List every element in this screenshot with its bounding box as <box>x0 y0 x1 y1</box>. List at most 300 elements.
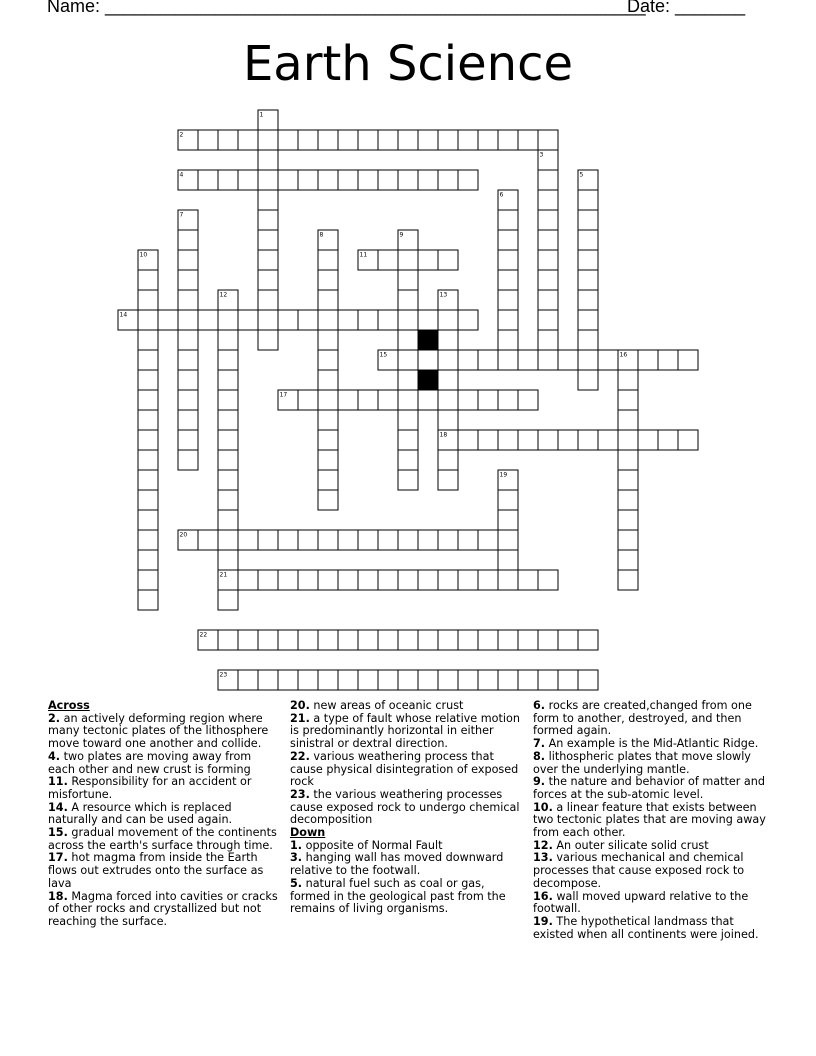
grid-cell[interactable] <box>138 290 158 310</box>
grid-cell[interactable] <box>398 670 418 690</box>
grid-cell[interactable] <box>198 530 218 550</box>
grid-cell[interactable] <box>318 290 338 310</box>
grid-cell[interactable] <box>178 390 198 410</box>
cell-number: 14 <box>119 311 128 319</box>
grid-cell[interactable] <box>438 470 458 490</box>
grid-cell[interactable] <box>478 530 498 550</box>
grid-cell[interactable] <box>138 270 158 290</box>
grid-cell[interactable] <box>238 130 258 150</box>
grid-cell[interactable] <box>218 310 238 330</box>
grid-cell[interactable] <box>678 430 698 450</box>
grid-cell[interactable] <box>318 570 338 590</box>
grid-cell[interactable] <box>138 430 158 450</box>
grid-cell[interactable] <box>378 630 398 650</box>
grid-cell[interactable] <box>558 350 578 370</box>
grid-cell[interactable] <box>178 250 198 270</box>
grid-cell[interactable] <box>398 170 418 190</box>
grid-cell[interactable] <box>398 630 418 650</box>
grid-cell[interactable] <box>218 430 238 450</box>
grid-cell[interactable] <box>578 250 598 270</box>
grid-cell[interactable] <box>258 130 278 150</box>
grid-cell[interactable] <box>158 310 178 330</box>
grid-cell[interactable] <box>318 450 338 470</box>
grid-cell[interactable] <box>418 350 438 370</box>
date-field[interactable]: Date: _______ <box>627 0 746 16</box>
grid-cell[interactable] <box>178 370 198 390</box>
grid-cell[interactable] <box>498 350 518 370</box>
grid-cell[interactable] <box>578 670 598 690</box>
grid-cell[interactable] <box>258 630 278 650</box>
grid-cell[interactable] <box>398 410 418 430</box>
grid-cell[interactable] <box>598 430 618 450</box>
grid-cell[interactable] <box>498 210 518 230</box>
grid-cell[interactable] <box>458 630 478 650</box>
grid-cell[interactable] <box>478 430 498 450</box>
grid-cell[interactable] <box>218 410 238 430</box>
grid-cell[interactable] <box>538 210 558 230</box>
grid-cell[interactable] <box>318 250 338 270</box>
grid-cell[interactable] <box>138 310 158 330</box>
grid-cell[interactable] <box>398 330 418 350</box>
grid-cell[interactable] <box>538 270 558 290</box>
grid-cell[interactable] <box>438 310 458 330</box>
grid-cell[interactable] <box>318 310 338 330</box>
grid-cell[interactable] <box>278 170 298 190</box>
clue-text: the various weathering processes cause exposed rock to undergo chemical decomposition <box>290 787 520 827</box>
clue-item <box>533 802 773 840</box>
grid-cell[interactable] <box>398 310 418 330</box>
grid-cell[interactable] <box>618 470 638 490</box>
grid-cell[interactable] <box>658 350 678 370</box>
grid-cell[interactable] <box>218 130 238 150</box>
clue-item <box>48 802 278 827</box>
grid-cell[interactable] <box>218 170 238 190</box>
clue-text: Magma forced into cavities or cracks of other rocks and crystallized but not reaching the surface. <box>48 889 278 928</box>
grid-cell[interactable] <box>618 530 638 550</box>
grid-cell[interactable] <box>538 130 558 150</box>
grid-cell[interactable] <box>218 330 238 350</box>
grid-cell[interactable] <box>518 130 538 150</box>
grid-cell[interactable] <box>378 530 398 550</box>
grid-cell[interactable] <box>438 250 458 270</box>
grid-cell[interactable] <box>318 390 338 410</box>
grid-cell[interactable] <box>618 570 638 590</box>
grid-cell[interactable] <box>378 170 398 190</box>
grid-cell[interactable] <box>218 590 238 610</box>
grid-cell[interactable] <box>138 510 158 530</box>
grid-cell[interactable] <box>538 430 558 450</box>
grid-cell[interactable] <box>438 390 458 410</box>
grid-cell[interactable] <box>298 130 318 150</box>
grid-cell[interactable] <box>438 670 458 690</box>
grid-cell[interactable] <box>498 290 518 310</box>
grid-cell[interactable] <box>578 230 598 250</box>
grid-cell[interactable] <box>138 530 158 550</box>
grid-cell[interactable] <box>258 310 278 330</box>
grid-cell[interactable] <box>418 170 438 190</box>
grid-cell[interactable] <box>238 570 258 590</box>
grid-cell[interactable] <box>258 150 278 170</box>
grid-cell[interactable] <box>338 670 358 690</box>
grid-cell[interactable] <box>398 370 418 390</box>
grid-cell[interactable] <box>218 470 238 490</box>
grid-cell[interactable] <box>498 510 518 530</box>
grid-cell[interactable] <box>498 430 518 450</box>
clue-item <box>48 891 278 929</box>
grid-cell[interactable] <box>478 570 498 590</box>
grid-cell[interactable] <box>498 270 518 290</box>
grid-cell[interactable] <box>638 350 658 370</box>
grid-cell[interactable] <box>178 410 198 430</box>
grid-cell[interactable] <box>378 570 398 590</box>
grid-cell[interactable] <box>298 530 318 550</box>
grid-cell[interactable] <box>458 310 478 330</box>
grid-cell[interactable] <box>598 350 618 370</box>
grid-cell[interactable] <box>498 330 518 350</box>
grid-cell[interactable] <box>378 310 398 330</box>
grid-cell[interactable] <box>318 470 338 490</box>
clue-number: 22. <box>290 749 310 763</box>
grid-cell[interactable] <box>438 370 458 390</box>
grid-cell[interactable] <box>218 630 238 650</box>
grid-cell[interactable] <box>618 550 638 570</box>
grid-cell[interactable] <box>458 350 478 370</box>
grid-cell[interactable] <box>398 290 418 310</box>
grid-cell[interactable] <box>138 410 158 430</box>
grid-cell[interactable] <box>538 630 558 650</box>
grid-cell[interactable] <box>498 230 518 250</box>
grid-cell[interactable] <box>238 530 258 550</box>
grid-cell[interactable] <box>558 670 578 690</box>
grid-cell[interactable] <box>338 170 358 190</box>
grid-cell[interactable] <box>578 350 598 370</box>
page-title: Earth Science <box>242 36 574 92</box>
grid-cell[interactable] <box>558 630 578 650</box>
grid-cell[interactable] <box>618 450 638 470</box>
grid-cell[interactable] <box>278 570 298 590</box>
grid-cell[interactable] <box>198 170 218 190</box>
clue-text: A resource which is replaced naturally and can be used again. <box>48 800 233 827</box>
grid-cell[interactable] <box>498 390 518 410</box>
grid-cell[interactable] <box>478 130 498 150</box>
grid-cell[interactable] <box>618 410 638 430</box>
grid-cell[interactable] <box>138 350 158 370</box>
grid-cell[interactable] <box>498 530 518 550</box>
grid-cell[interactable] <box>418 530 438 550</box>
grid-cell[interactable] <box>478 350 498 370</box>
grid-cell[interactable] <box>678 350 698 370</box>
grid-cell[interactable] <box>138 370 158 390</box>
grid-cell[interactable] <box>538 170 558 190</box>
grid-cell[interactable] <box>458 170 478 190</box>
grid-cell[interactable] <box>338 310 358 330</box>
grid-cell[interactable] <box>318 370 338 390</box>
grid-cell[interactable] <box>278 670 298 690</box>
grid-cell[interactable] <box>418 570 438 590</box>
grid-cell[interactable] <box>418 670 438 690</box>
clue-number: 4. <box>48 749 61 763</box>
grid-cell[interactable] <box>378 130 398 150</box>
grid-cell[interactable] <box>138 490 158 510</box>
grid-cell[interactable] <box>458 530 478 550</box>
grid-cell[interactable] <box>178 230 198 250</box>
grid-cell[interactable] <box>258 190 278 210</box>
grid-cell[interactable] <box>518 430 538 450</box>
grid-cell[interactable] <box>478 630 498 650</box>
grid-cell[interactable] <box>578 430 598 450</box>
grid-cell[interactable] <box>358 630 378 650</box>
grid-cell[interactable] <box>278 530 298 550</box>
cell-number: 6 <box>499 191 504 199</box>
grid-cell[interactable] <box>578 270 598 290</box>
grid-cell[interactable] <box>418 250 438 270</box>
grid-cell[interactable] <box>438 570 458 590</box>
grid-cell[interactable] <box>478 670 498 690</box>
grid-cell[interactable] <box>398 530 418 550</box>
grid-cell[interactable] <box>218 530 238 550</box>
grid-cell[interactable] <box>318 410 338 430</box>
grid-cell[interactable] <box>278 630 298 650</box>
grid-cell[interactable] <box>278 310 298 330</box>
grid-cell[interactable] <box>238 170 258 190</box>
grid-cell[interactable] <box>638 430 658 450</box>
grid-cell[interactable] <box>358 670 378 690</box>
cell-number: 15 <box>379 351 388 359</box>
grid-cell[interactable] <box>178 270 198 290</box>
grid-cell[interactable] <box>458 130 478 150</box>
grid-cell[interactable] <box>398 430 418 450</box>
grid-cell[interactable] <box>498 550 518 570</box>
grid-cell[interactable] <box>138 450 158 470</box>
grid-cell[interactable] <box>398 470 418 490</box>
grid-cell[interactable] <box>178 350 198 370</box>
grid-cell[interactable] <box>258 330 278 350</box>
grid-cell[interactable] <box>518 630 538 650</box>
grid-cell[interactable] <box>458 430 478 450</box>
clue-text: An outer silicate solid crust <box>556 838 709 852</box>
grid-cell[interactable] <box>358 570 378 590</box>
grid-cell[interactable] <box>618 370 638 390</box>
grid-cell[interactable] <box>198 130 218 150</box>
grid-cell[interactable] <box>538 570 558 590</box>
grid-cell[interactable] <box>138 390 158 410</box>
grid-cell[interactable] <box>398 570 418 590</box>
grid-cell[interactable] <box>538 290 558 310</box>
grid-cell[interactable] <box>398 450 418 470</box>
grid-cell[interactable] <box>218 370 238 390</box>
cell-number: 5 <box>579 171 584 179</box>
grid-cell[interactable] <box>138 470 158 490</box>
clue-number: 10. <box>533 800 553 814</box>
grid-cell[interactable] <box>658 430 678 450</box>
grid-cell[interactable] <box>578 290 598 310</box>
grid-cell[interactable] <box>258 570 278 590</box>
grid-cell[interactable] <box>578 630 598 650</box>
grid-cell[interactable] <box>338 530 358 550</box>
grid-cell[interactable] <box>438 410 458 430</box>
grid-cell[interactable] <box>438 170 458 190</box>
grid-cell[interactable] <box>418 390 438 410</box>
grid-cell[interactable] <box>178 450 198 470</box>
grid-cell[interactable] <box>498 630 518 650</box>
grid-cell[interactable] <box>338 130 358 150</box>
grid-cell[interactable] <box>378 390 398 410</box>
across-heading: Across <box>48 699 90 712</box>
grid-cell[interactable] <box>418 130 438 150</box>
grid-cell[interactable] <box>538 250 558 270</box>
grid-cell[interactable] <box>298 390 318 410</box>
clue-text: various mechanical and chemical processes that cause exposed rock to decompose. <box>533 851 745 890</box>
grid-cell[interactable] <box>258 530 278 550</box>
grid-cell[interactable] <box>378 250 398 270</box>
grid-cell[interactable] <box>418 310 438 330</box>
name-field[interactable]: Name: ______________________________________________________ <box>47 0 646 16</box>
grid-cell[interactable] <box>398 350 418 370</box>
grid-cell[interactable] <box>238 630 258 650</box>
grid-cell[interactable] <box>578 310 598 330</box>
grid-cell[interactable] <box>218 350 238 370</box>
grid-cell[interactable] <box>398 250 418 270</box>
grid-cell[interactable] <box>398 130 418 150</box>
grid-cell[interactable] <box>518 390 538 410</box>
grid-cell[interactable] <box>498 130 518 150</box>
clue-text: An example is the Mid-Atlantic Ridge. <box>548 737 759 751</box>
black-cell <box>418 330 438 350</box>
grid-cell[interactable] <box>298 570 318 590</box>
grid-cell[interactable] <box>398 390 418 410</box>
clue-item <box>290 751 526 789</box>
grid-cell[interactable] <box>538 350 558 370</box>
grid-cell[interactable] <box>438 530 458 550</box>
grid-cell[interactable] <box>578 190 598 210</box>
grid-cell[interactable] <box>438 630 458 650</box>
clue-item <box>48 852 278 890</box>
grid-cell[interactable] <box>258 670 278 690</box>
grid-cell[interactable] <box>358 170 378 190</box>
grid-cell[interactable] <box>338 390 358 410</box>
grid-cell[interactable] <box>298 170 318 190</box>
grid-cell[interactable] <box>218 510 238 530</box>
grid-cell[interactable] <box>318 130 338 150</box>
grid-cell[interactable] <box>338 570 358 590</box>
grid-cell[interactable] <box>538 310 558 330</box>
grid-cell[interactable] <box>518 350 538 370</box>
grid-cell[interactable] <box>318 430 338 450</box>
grid-cell[interactable] <box>498 490 518 510</box>
grid-cell[interactable] <box>498 670 518 690</box>
grid-cell[interactable] <box>198 310 218 330</box>
grid-cell[interactable] <box>178 310 198 330</box>
grid-cell[interactable] <box>518 670 538 690</box>
grid-cell[interactable] <box>258 210 278 230</box>
grid-cell[interactable] <box>258 170 278 190</box>
grid-cell[interactable] <box>538 670 558 690</box>
grid-cell[interactable] <box>318 170 338 190</box>
grid-cell[interactable] <box>358 390 378 410</box>
grid-cell[interactable] <box>458 570 478 590</box>
grid-cell[interactable] <box>318 350 338 370</box>
grid-cell[interactable] <box>178 430 198 450</box>
grid-cell[interactable] <box>538 190 558 210</box>
grid-cell[interactable] <box>458 390 478 410</box>
grid-cell[interactable] <box>138 570 158 590</box>
grid-cell[interactable] <box>238 310 258 330</box>
grid-cell[interactable] <box>358 530 378 550</box>
grid-cell[interactable] <box>138 590 158 610</box>
grid-cell[interactable] <box>478 390 498 410</box>
grid-cell[interactable] <box>318 330 338 350</box>
grid-cell[interactable] <box>398 270 418 290</box>
grid-cell[interactable] <box>298 670 318 690</box>
grid-cell[interactable] <box>438 450 458 470</box>
grid-cell[interactable] <box>358 130 378 150</box>
grid-cell[interactable] <box>438 330 458 350</box>
clue-text: two plates are moving away from each other and new crust is forming <box>48 749 252 776</box>
clue-text: new areas of oceanic crust <box>313 699 464 712</box>
grid-cell[interactable] <box>538 230 558 250</box>
grid-cell[interactable] <box>218 550 238 570</box>
grid-cell[interactable] <box>358 310 378 330</box>
grid-cell[interactable] <box>418 630 438 650</box>
grid-cell[interactable] <box>258 290 278 310</box>
grid-cell[interactable] <box>538 330 558 350</box>
grid-cell[interactable] <box>618 390 638 410</box>
grid-cell[interactable] <box>258 230 278 250</box>
cell-number: 1 <box>259 111 264 119</box>
grid-cell[interactable] <box>498 310 518 330</box>
grid-cell[interactable] <box>438 350 458 370</box>
grid-cell[interactable] <box>318 270 338 290</box>
grid-cell[interactable] <box>218 450 238 470</box>
clue-item <box>533 852 773 890</box>
grid-cell[interactable] <box>218 490 238 510</box>
cell-number: 18 <box>439 431 448 439</box>
grid-cell[interactable] <box>618 490 638 510</box>
grid-cell[interactable] <box>518 570 538 590</box>
grid-cell[interactable] <box>238 670 258 690</box>
grid-cell[interactable] <box>318 630 338 650</box>
grid-cell[interactable] <box>378 670 398 690</box>
grid-cell[interactable] <box>298 310 318 330</box>
grid-cell[interactable] <box>138 330 158 350</box>
grid-cell[interactable] <box>578 330 598 350</box>
grid-cell[interactable] <box>438 130 458 150</box>
grid-cell[interactable] <box>458 670 478 690</box>
grid-cell[interactable] <box>498 570 518 590</box>
grid-cell[interactable] <box>318 490 338 510</box>
grid-cell[interactable] <box>278 130 298 150</box>
grid-cell[interactable] <box>618 430 638 450</box>
clue-column-1 <box>48 700 278 929</box>
grid-cell[interactable] <box>178 330 198 350</box>
grid-cell[interactable] <box>258 270 278 290</box>
grid-cell[interactable] <box>138 550 158 570</box>
grid-cell[interactable] <box>618 510 638 530</box>
clue-item <box>290 713 526 751</box>
cell-number: 21 <box>219 571 228 579</box>
grid-cell[interactable] <box>558 430 578 450</box>
grid-cell[interactable] <box>498 250 518 270</box>
grid-cell[interactable] <box>318 670 338 690</box>
grid-cell[interactable] <box>578 210 598 230</box>
grid-cell[interactable] <box>338 630 358 650</box>
grid-cell[interactable] <box>258 250 278 270</box>
grid-cell[interactable] <box>178 290 198 310</box>
grid-cell[interactable] <box>318 530 338 550</box>
grid-cell[interactable] <box>578 370 598 390</box>
grid-cell[interactable] <box>218 390 238 410</box>
grid-cell[interactable] <box>298 630 318 650</box>
